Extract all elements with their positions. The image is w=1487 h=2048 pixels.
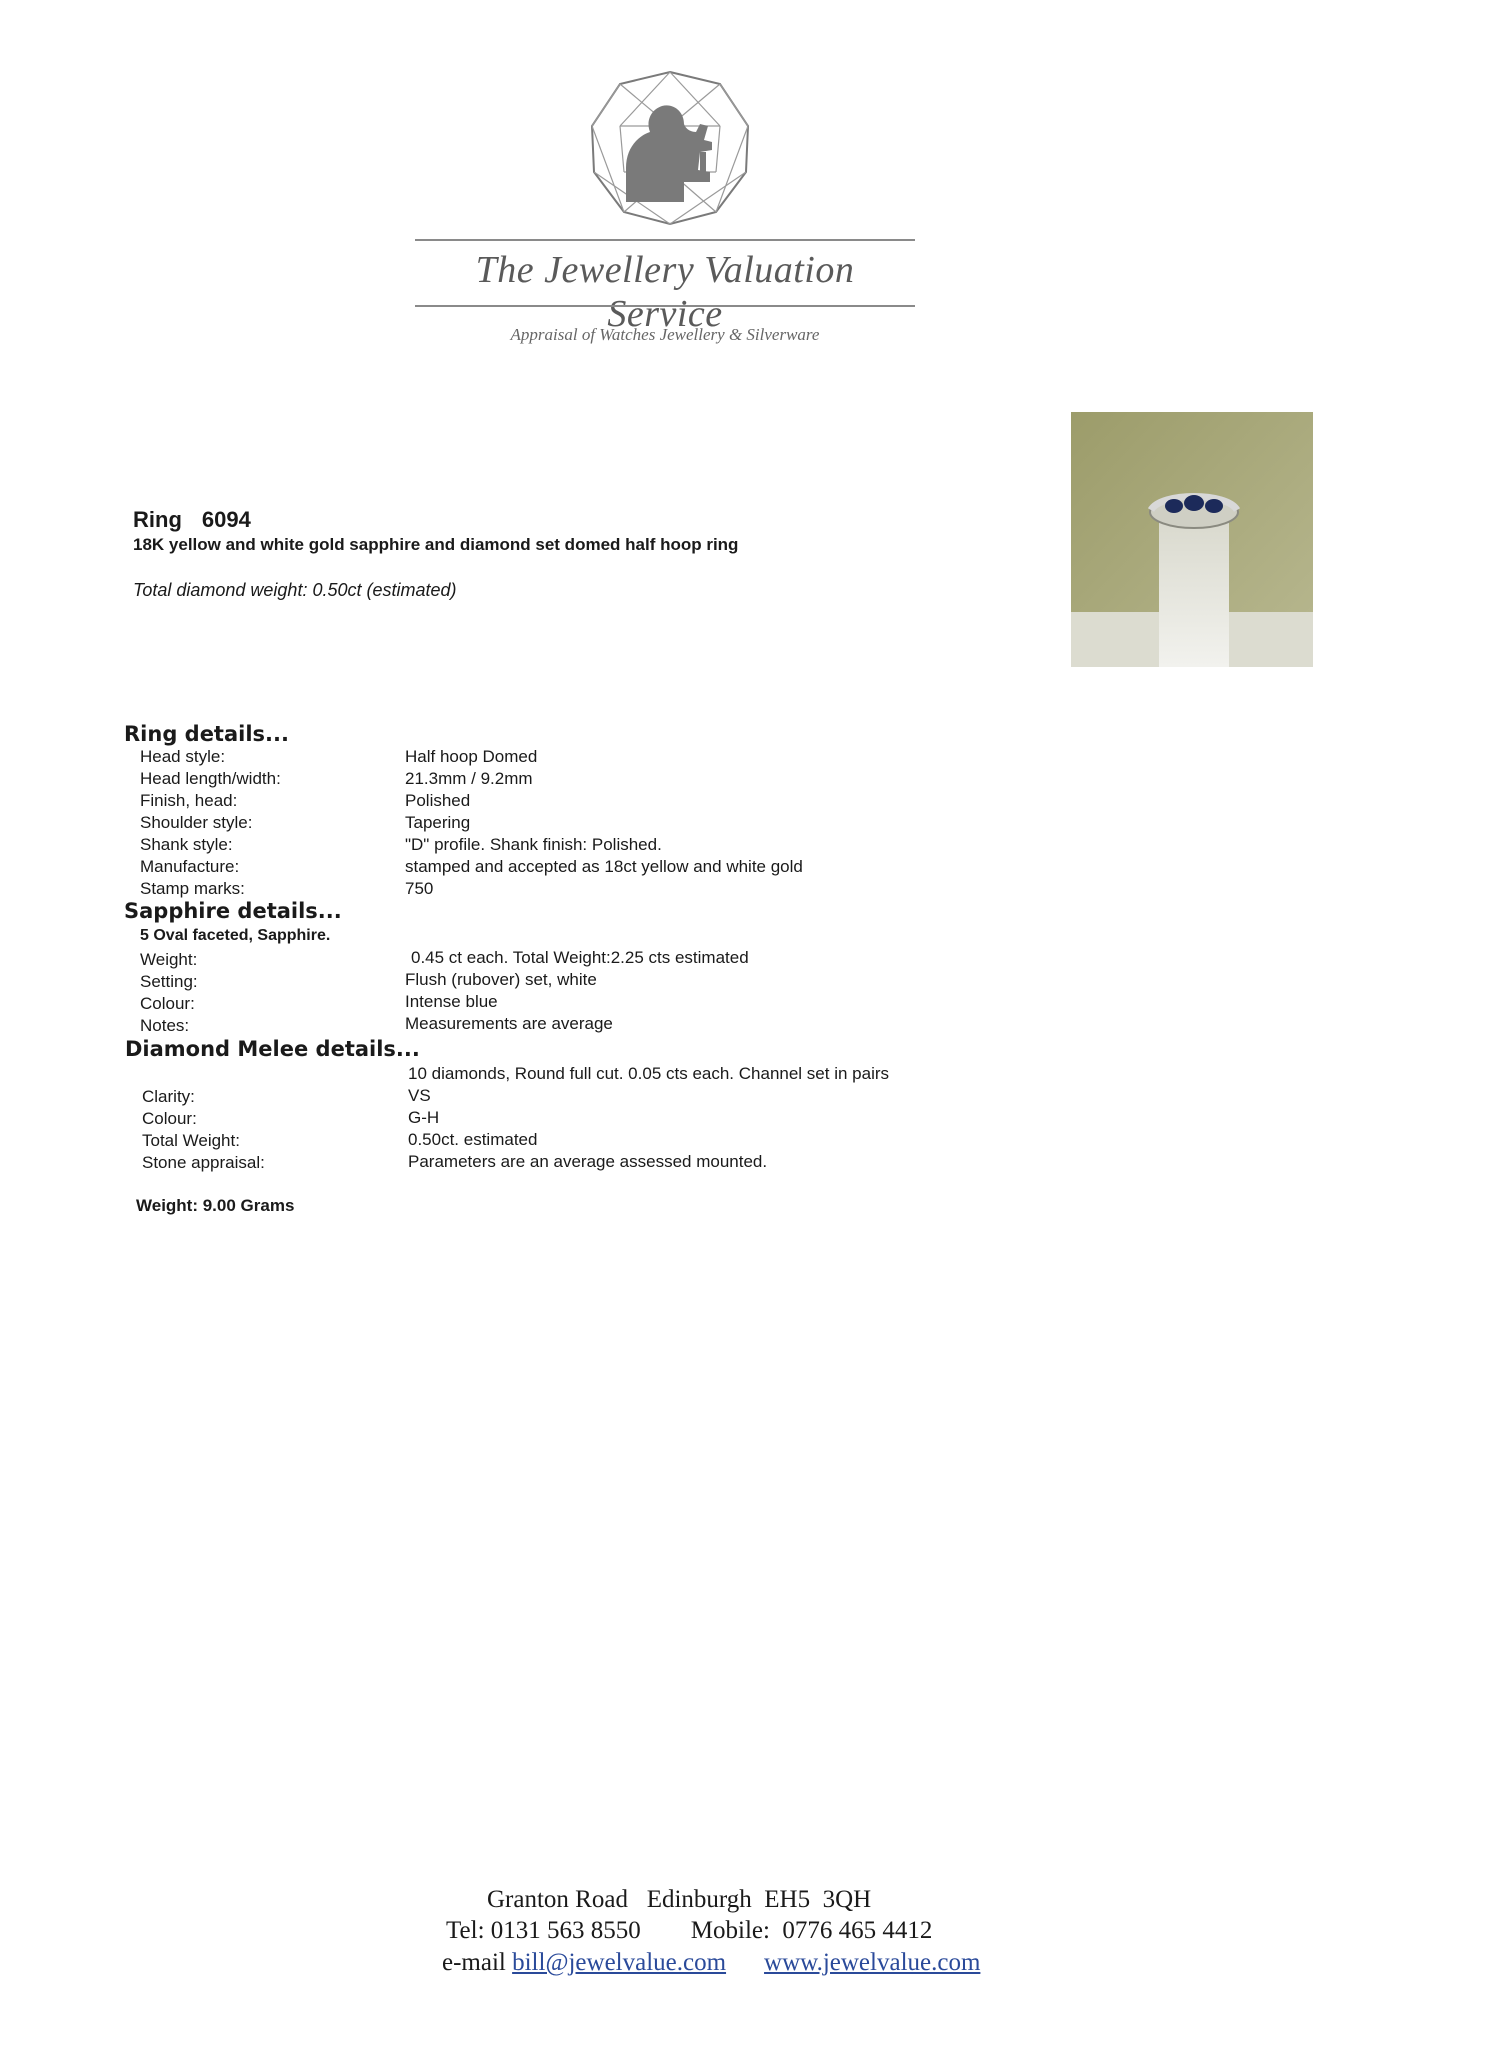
item-title [133, 507, 251, 533]
detail-value: Measurements are average [405, 1014, 613, 1033]
detail-value: Half hoop Domed [405, 747, 538, 766]
company-logo [588, 70, 752, 226]
detail-label: Finish, head: [140, 791, 238, 810]
detail-value: stamped and accepted as 18ct yellow and white gold [405, 857, 803, 876]
detail-value: Polished [405, 791, 471, 810]
diamond-weight-note: Total diamond weight: 0.50ct (estimated) [133, 580, 457, 600]
detail-label: Stamp marks: [140, 879, 245, 898]
sapphire-subheading: 5 Oval faceted, Sapphire. [140, 927, 331, 944]
detail-label: Colour: [140, 994, 195, 1013]
item-type: Ring [133, 507, 182, 532]
footer-mobile: Mobile: 0776 465 4412 [690, 1917, 933, 1944]
header-rule-bottom [415, 305, 915, 307]
detail-value: Intense blue [405, 992, 498, 1011]
detail-value: Flush (rubover) set, white [405, 970, 597, 989]
ring-details-heading: Ring details... [124, 722, 289, 746]
detail-value: Parameters are an average assessed mounted. [408, 1152, 768, 1171]
detail-label: Weight: [140, 950, 198, 969]
detail-value: Tapering [405, 813, 471, 832]
detail-label: Clarity: [142, 1087, 195, 1106]
detail-label: Stone appraisal: [142, 1153, 265, 1172]
item-number: 6094 [201, 507, 251, 532]
detail-label: Head length/width: [140, 769, 281, 788]
sapphire-details-heading: Sapphire details... [124, 899, 342, 923]
detail-label: Shoulder style: [140, 813, 253, 832]
diamond-details-heading: Diamond Melee details... [125, 1037, 420, 1061]
detail-label: Total Weight: [142, 1131, 240, 1150]
footer-phones [446, 1917, 932, 1945]
item-description: 18K yellow and white gold sapphire and diamond set domed half hoop ring [133, 535, 739, 554]
detail-label: Notes: [140, 1016, 190, 1035]
detail-label: Setting: [140, 972, 198, 991]
diamond-summary: 10 diamonds, Round full cut. 0.05 cts each. Channel set in pairs [408, 1064, 890, 1083]
footer-contact [442, 1949, 980, 1977]
detail-label: Manufacture: [140, 857, 240, 876]
detail-value: VS [408, 1086, 431, 1105]
detail-label: Colour: [142, 1109, 197, 1128]
ring-photo [1071, 412, 1313, 667]
footer-website-link[interactable]: www.jewelvalue.com [764, 1949, 981, 1976]
detail-value: 750 [405, 879, 434, 898]
company-tagline: Appraisal of Watches Jewellery & Silverware [510, 325, 820, 344]
detail-label: Head style: [140, 747, 226, 766]
detail-value: 0.45 ct each. Total Weight:2.25 cts estimated [411, 948, 749, 967]
footer-email-label: e-mail [442, 1949, 506, 1976]
footer-tel: Tel: 0131 563 8550 [446, 1917, 641, 1944]
header-rule-top [415, 239, 915, 241]
detail-value: "D" profile. Shank finish: Polished. [405, 835, 662, 854]
detail-value: 0.50ct. estimated [408, 1130, 538, 1149]
detail-value: G-H [408, 1108, 440, 1127]
total-weight: Weight: 9.00 Grams [136, 1196, 295, 1215]
detail-label: Shank style: [140, 835, 233, 854]
detail-value: 21.3mm / 9.2mm [405, 769, 533, 788]
company-name: The Jewellery Valuation Service [475, 249, 855, 335]
footer-address: Granton Road Edinburgh EH5 3QH [487, 1886, 872, 1913]
footer-email-link[interactable]: bill@jewelvalue.com [512, 1949, 727, 1976]
